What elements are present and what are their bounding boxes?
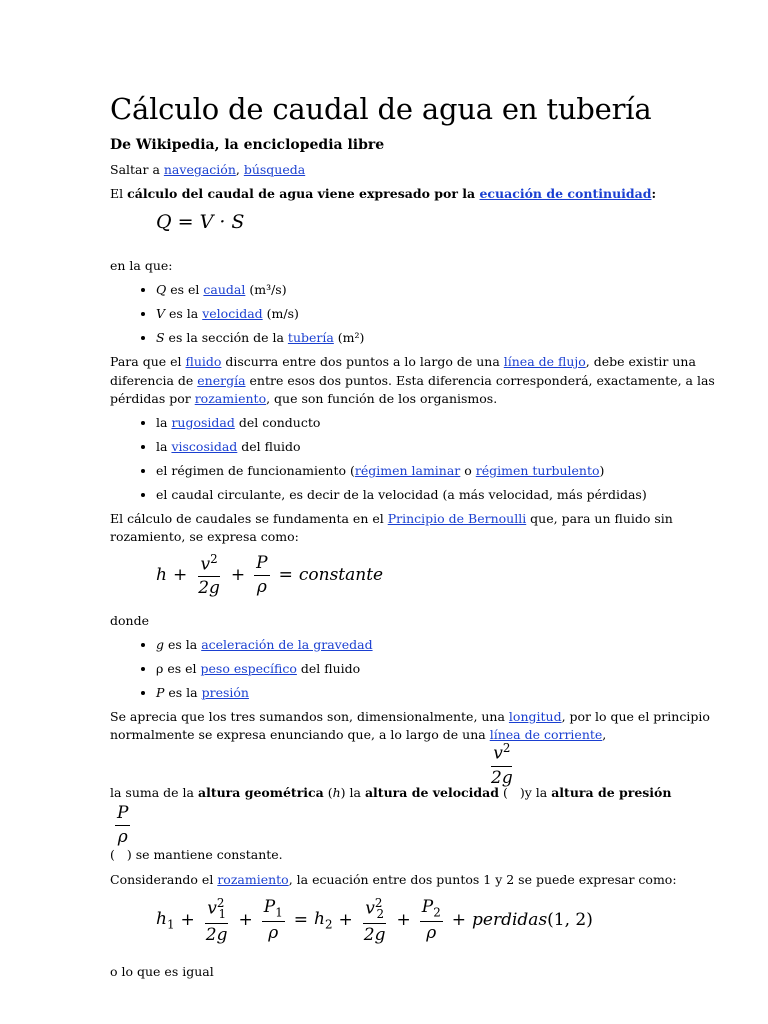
list-item: • g es la aceleración de la gravedad <box>156 636 728 654</box>
list-item: • la rugosidad del conducto <box>156 414 728 432</box>
link-peso-especifico[interactable]: peso específico <box>200 660 297 676</box>
donde-text: donde <box>110 612 149 628</box>
link-velocidad[interactable]: velocidad <box>202 306 263 322</box>
final-text: o lo que es igual <box>110 963 214 979</box>
list-item: • P es la presión <box>156 684 728 702</box>
link-presion[interactable]: presión <box>201 684 249 700</box>
link-caudal[interactable]: caudal <box>203 282 246 298</box>
formula-bernoulli-rozamiento: $h_1$ + $\frac{v^2_1}{2g}$ + $\frac{P_1}{\rho}$ = $h_2$ + $\frac{v^2_2}{2g}$ + $\frac{P_2}{\rho}$ + perdidas(1, 2) <box>156 895 593 945</box>
link-principio-bernoulli[interactable]: Principio de Bernoulli <box>387 511 527 527</box>
paragraph-bernoulli: El cálculo de caudales se fundamenta en el Principio de Bernoulli que, para un fluido sin rozamiento, se expresa como: <box>110 511 673 545</box>
paragraph-longitud: Se aprecia que los tres sumandos son, dimensionalmente, una longitud, por lo que el principio normalmente se expresa enunciando que, a lo largo de una línea de corriente, <box>110 709 710 743</box>
en-la-que-text: en la que: <box>110 257 173 273</box>
page-subtitle: De Wikipedia, la enciclopedia libre <box>110 136 385 153</box>
link-rozamiento[interactable]: rozamiento <box>194 390 267 406</box>
variables-list-1 <box>110 281 728 347</box>
list-item: • el régimen de funcionamiento (régimen laminar o régimen turbulento) <box>156 462 728 480</box>
paragraph-alturas: la suma de la altura geométrica (h) la altura de velocidad ( )y la altura de presión <box>110 785 672 801</box>
link-rugosidad[interactable]: rugosidad <box>171 414 235 430</box>
page-title: Cálculo de caudal de agua en tubería <box>110 92 652 126</box>
link-regimen-turbulento[interactable]: régimen turbulento <box>475 463 600 479</box>
paragraph-energia: Para que el fluido discurra entre dos puntos a lo largo de una línea de flujo, debe existir una diferencia de energía entre esos dos puntos. Esta diferencia corresponderá, exactamente, a las pérdidas por rozamiento, que son función de los organismos. <box>110 354 715 406</box>
fraction-pressure-head: $\frac{P}{\rho}$ <box>117 803 129 848</box>
link-longitud[interactable]: longitud <box>508 709 562 725</box>
inline-fraction-row-2 <box>110 802 728 848</box>
skip-links: Saltar a navegación, búsqueda <box>110 162 306 178</box>
link-linea-flujo[interactable]: línea de flujo <box>503 354 586 370</box>
link-ecuacion-continuidad[interactable]: ecuación de continuidad <box>479 186 652 202</box>
link-linea-corriente[interactable]: línea de corriente <box>489 727 603 743</box>
list-item: • V es la velocidad (m/s) <box>156 305 728 323</box>
factors-list <box>110 414 728 505</box>
skip-search-link[interactable]: búsqueda <box>243 162 306 178</box>
list-item: • la viscosidad del fluido <box>156 438 728 456</box>
list-item: • Q es el caudal (m³/s) <box>156 281 728 299</box>
link-aceleracion-gravedad[interactable]: aceleración de la gravedad <box>201 636 373 652</box>
link-energia[interactable]: energía <box>197 372 246 388</box>
link-rozamiento-2[interactable]: rozamiento <box>217 871 289 887</box>
link-tuberia[interactable]: tubería <box>287 330 334 346</box>
inline-fraction-row <box>110 741 728 788</box>
variables-list-2 <box>110 636 728 702</box>
list-item: • S es la sección de la tubería (m²) <box>156 329 728 347</box>
link-fluido[interactable]: fluido <box>185 354 222 370</box>
list-item: • ρ es el peso específico del fluido <box>156 660 728 678</box>
paragraph-constante: ( ) se mantiene constante. <box>110 847 283 863</box>
formula-bernoulli: h + $\frac{v^2}{2g}$ + $\frac{P}{\rho}$ = constante <box>156 551 384 598</box>
paragraph-rozamiento: Considerando el rozamiento, la ecuación entre dos puntos 1 y 2 se puede expresar como: <box>110 871 677 887</box>
formula-continuity: Q = V · S <box>156 211 245 234</box>
link-viscosidad[interactable]: viscosidad <box>171 438 238 454</box>
fraction-velocity-head: $\frac{v^2}{2g}$ <box>491 741 513 788</box>
intro-paragraph: El cálculo del caudal de agua viene expresado por la ecuación de continuidad: <box>110 186 657 202</box>
skip-nav-link[interactable]: navegación <box>163 162 236 178</box>
link-regimen-laminar[interactable]: régimen laminar <box>354 463 461 479</box>
list-item: • el caudal circulante, es decir de la velocidad (a más velocidad, más pérdidas) <box>156 486 728 504</box>
